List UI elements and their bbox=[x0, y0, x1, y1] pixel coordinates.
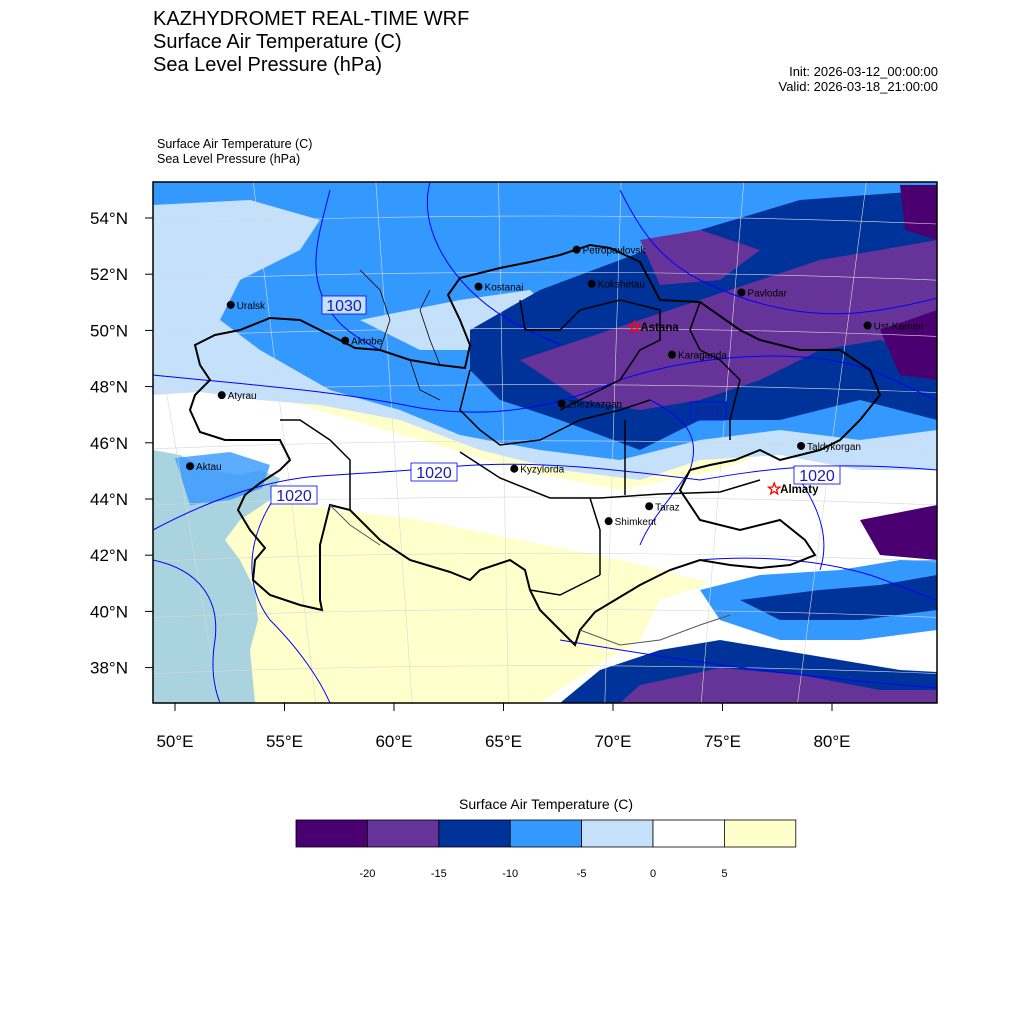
colorbar bbox=[296, 796, 796, 880]
colorbar-swatch bbox=[582, 820, 653, 847]
city-dot-icon bbox=[605, 517, 613, 525]
city-label: Aktau bbox=[196, 462, 222, 474]
lat-tick-label: 42°N bbox=[90, 546, 128, 566]
lon-tick-label: 65°E bbox=[484, 732, 523, 751]
city-label: Kokshetau bbox=[597, 279, 645, 291]
isobar-label: 1030 bbox=[326, 298, 362, 315]
lon-tick-label: 75°E bbox=[703, 732, 742, 751]
colorbar-swatch bbox=[724, 820, 795, 847]
isobar-label: 1020 bbox=[416, 465, 452, 482]
city-label: Aktobe bbox=[351, 336, 383, 348]
city-label: Shimkent bbox=[614, 517, 657, 529]
lat-tick-label: 40°N bbox=[90, 602, 128, 622]
lat-tick-label: 52°N bbox=[90, 265, 128, 285]
city-label: Ust-Kamen bbox=[873, 321, 924, 333]
city-dot-icon bbox=[573, 246, 581, 254]
city-label: Petropavlovsk bbox=[582, 245, 646, 257]
city-dot-icon bbox=[864, 321, 872, 329]
valid-time: Valid: 2026-03-18_21:00:00 bbox=[778, 79, 938, 94]
city-petropavlovsk bbox=[573, 246, 647, 257]
lat-tick-label: 38°N bbox=[90, 658, 128, 678]
colorbar-swatch bbox=[296, 820, 367, 847]
city-label: Kyzylorda bbox=[520, 464, 565, 476]
city-dot-icon bbox=[588, 280, 596, 288]
init-time: Init: 2026-03-12_00:00:00 bbox=[789, 64, 938, 79]
city-label: Atyrau bbox=[227, 391, 257, 403]
city-dot-icon bbox=[475, 283, 483, 291]
city-dot-icon bbox=[341, 337, 349, 345]
lon-tick-label: 60°E bbox=[375, 732, 413, 751]
city-dot-icon bbox=[797, 442, 805, 450]
colorbar-label: 0 bbox=[649, 868, 657, 880]
colorbar-label: -20 bbox=[359, 868, 376, 880]
title-line-1: KAZHYDROMET REAL-TIME WRF bbox=[153, 8, 470, 30]
city-ust-kamen bbox=[864, 321, 924, 332]
city-dot-icon bbox=[645, 502, 653, 510]
lon-tick-label: 80°E bbox=[813, 732, 851, 751]
city-taldykorgan bbox=[797, 442, 861, 453]
city-dot-icon bbox=[227, 301, 235, 309]
lat-tick-label: 54°N bbox=[90, 209, 128, 228]
subtitle-line-1: Surface Air Temperature (C) bbox=[157, 137, 313, 151]
lat-tick-label: 50°N bbox=[90, 321, 128, 341]
title-line-2: Surface Air Temperature (C) bbox=[153, 31, 402, 53]
lat-tick-label: 44°N bbox=[90, 490, 128, 509]
colorbar-label: 5 bbox=[721, 868, 728, 880]
colorbar-label: -15 bbox=[430, 868, 447, 880]
colorbar-label: -10 bbox=[502, 868, 519, 880]
colorbar-label: -5 bbox=[576, 868, 587, 880]
colorbar-swatch bbox=[367, 820, 438, 847]
city-label: Taldykorgan bbox=[807, 441, 861, 453]
colorbar-swatch bbox=[439, 820, 510, 847]
lat-tick-label: 46°N bbox=[90, 433, 128, 453]
city-label: Kostanai bbox=[484, 282, 524, 294]
city-dot-icon bbox=[737, 288, 745, 296]
city-label: Astana bbox=[640, 321, 679, 334]
city-zhezkazgan bbox=[558, 400, 622, 411]
colorbar-swatch bbox=[653, 820, 724, 847]
city-label: Almaty bbox=[780, 484, 819, 497]
city-label: Taraz bbox=[655, 502, 680, 514]
colorbar-title: Surface Air Temperature (C) bbox=[458, 796, 634, 812]
city-dot-icon bbox=[186, 462, 194, 470]
isobar-label: 1020 bbox=[693, 404, 723, 419]
colorbar-swatch bbox=[510, 820, 581, 847]
lon-tick-label: 55°E bbox=[265, 732, 304, 751]
subtitle-line-2: Sea Level Pressure (hPa) bbox=[157, 152, 301, 166]
city-dot-icon bbox=[218, 391, 226, 399]
title-line-3: Sea Level Pressure (hPa) bbox=[153, 54, 383, 76]
isobar-label: 1020 bbox=[276, 488, 312, 505]
city-dot-icon bbox=[668, 351, 676, 359]
city-dot-icon bbox=[558, 400, 566, 408]
city-dot-icon bbox=[510, 465, 518, 473]
isobar-label: 1020 bbox=[799, 468, 835, 485]
lon-tick-label: 50°E bbox=[156, 732, 194, 751]
city-label: Karaganda bbox=[677, 350, 727, 362]
city-label: Zhezkazgan bbox=[567, 399, 623, 411]
lat-tick-label: 48°N bbox=[90, 377, 128, 397]
lon-tick-label: 70°E bbox=[594, 732, 632, 751]
city-label: Pavlodar bbox=[747, 288, 787, 300]
city-label: Uralsk bbox=[236, 300, 266, 312]
